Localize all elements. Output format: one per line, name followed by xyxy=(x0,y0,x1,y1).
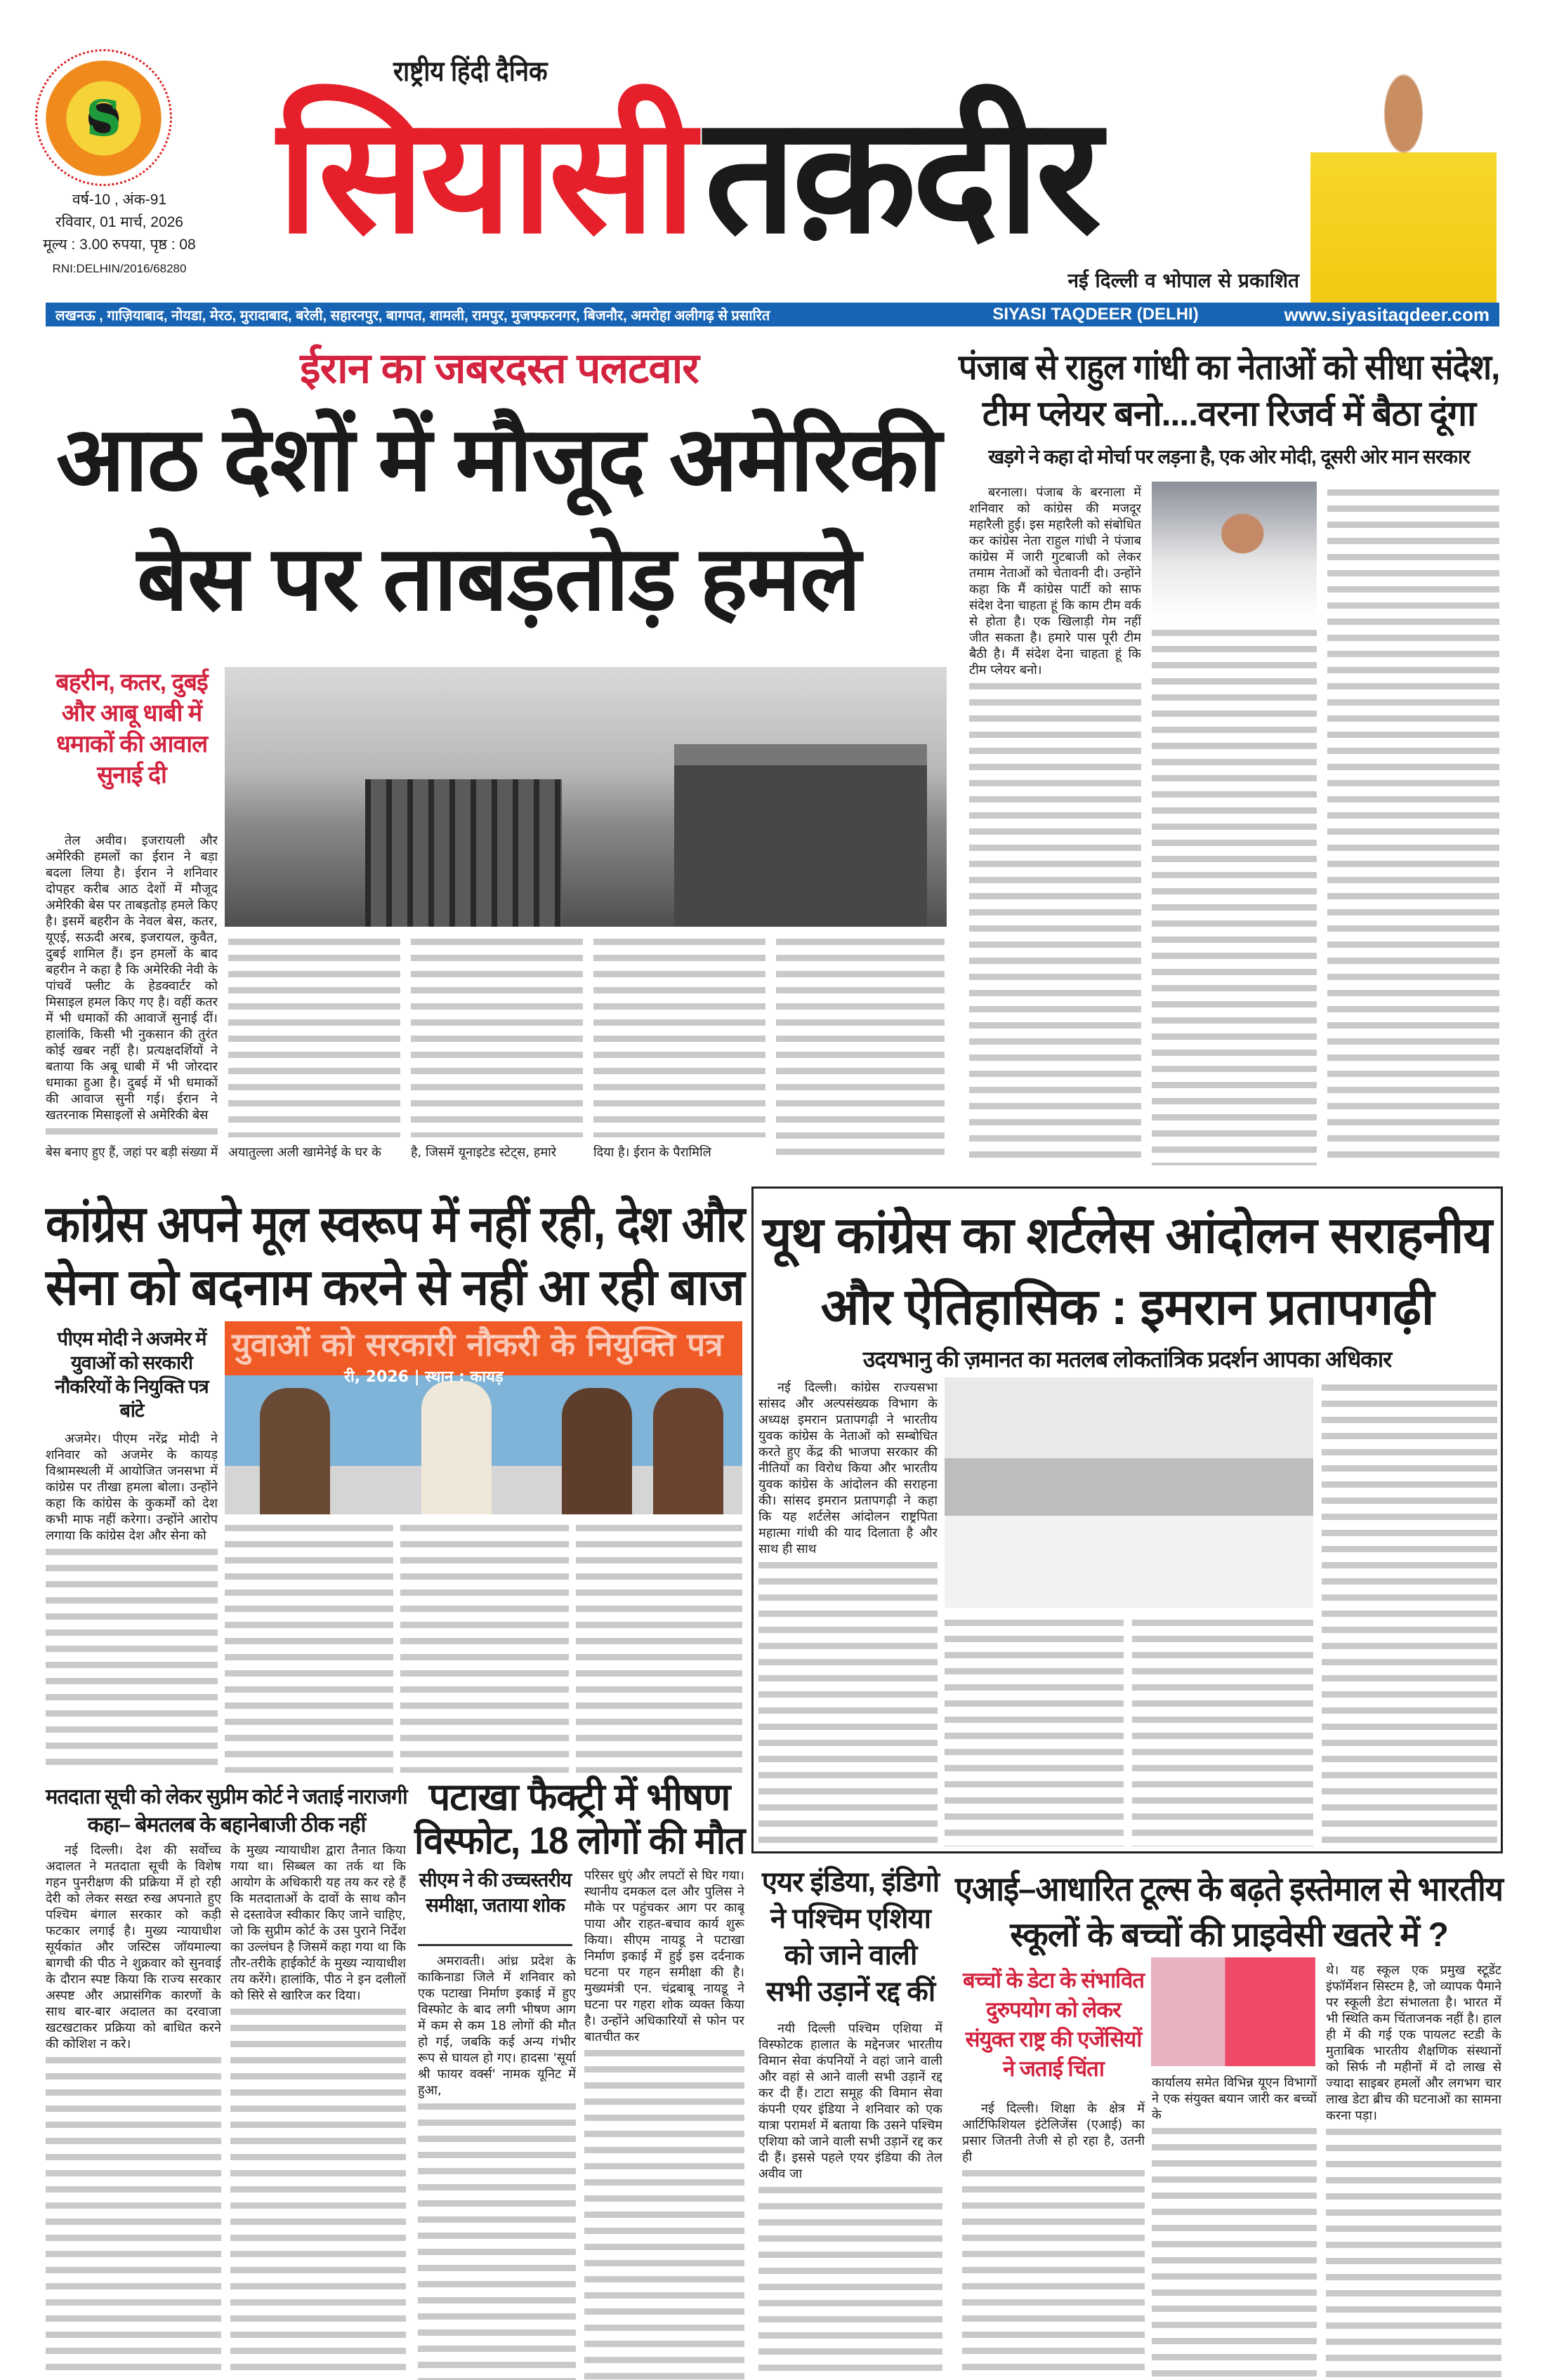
blast-subhead: सीएम ने की उच्चस्तरीय समीक्षा, जताया शोक xyxy=(419,1869,572,1916)
iran-headline-2-box xyxy=(49,520,948,639)
rni-number-box xyxy=(28,260,211,278)
blast-headline-2-box xyxy=(414,1820,744,1862)
ai-col2: कार्यालय समेत विभिन्न यूएन विभागों ने एक संयुक्त बयान जारी कर बच्चों के xyxy=(1152,2075,1317,2122)
airindia-lead: नयी दिल्ली पश्चिम एशिया में विस्फोटक हालात के मद्देनजर भारतीय विमान सेवा कंपनियों ने वहां जाने वाली और वहां से आने वाली सभी उड़ानें रद्द कर दी हैं। टाटा समूह की विमान सेवा कंपनी एयर इंडिया ने शनिवार को एक यात्रा परामर्श में बताया कि उसने पश्चिम एशिया को जाने वाली सभी उड़ानें रद्द कर दी हैं। इससे पहले एयर इंडिया की तेल अवीव जा xyxy=(758,2021,942,2181)
iran-column-tail-2 xyxy=(228,1144,400,1161)
iran-attack-photo xyxy=(225,667,947,927)
ai-col3: थे। यह स्कूल एक प्रमुख स्टूडेंट इंफॉर्मेशन सिस्टम है, जो व्यापक पैमाने पर स्कूली डेटा संभालता है। भारत में भी स्थिति कम चिंताजनक नहीं है। हाल ही में की गई एक पायलट स्टडी के मुताबिक भारतीय शैक्षणिक संस्थानों को सिर्फ नौ महीनों में दो लाख से ज्यादा साइबर हमलों और लगभग चार लाख डेटा ब्रीच की घटनाओं का सामना करना पड़ा। xyxy=(1326,1963,1501,2123)
youth-congress-meeting-photo xyxy=(945,1377,1313,1608)
iran-column-3 xyxy=(411,934,583,1137)
iran-subhead-box xyxy=(46,667,218,826)
ai-headline-2: स्कूलों के बच्चों की प्राइवेसी खतरे में ? xyxy=(1010,1917,1448,1954)
masthead-title-black: तक़दीर xyxy=(704,85,1098,265)
blast-headline-1-box xyxy=(414,1776,744,1818)
airindia-headline: एयर इंडिया, इंडिगो ने पश्चिम एशिया को जाने वाली सभी उड़ानें रद्द कीं xyxy=(761,1867,940,2007)
ai-subhead: बच्चों के डेटा के संभावित दुरुपयोग को लेकर संयुक्त राष्ट्र की एजेंसियों ने जताई चिंता xyxy=(962,1968,1145,2081)
stage-banner-date-box xyxy=(344,1368,569,1387)
published-from: नई दिल्ली व भोपाल से प्रकाशित xyxy=(1067,269,1299,292)
punjab-headline-1: पंजाब से राहुल गांधी का नेताओं को सीधा संदेश, xyxy=(959,348,1500,387)
ai-column-2 xyxy=(1152,2075,1317,2380)
youth-lead: नई दिल्ली। कांग्रेस राज्यसभा सांसद और अल्पसंख्यक विभाग के अध्यक्ष इमरान प्रतापगढ़ी ने भारतीय युवक कांग्रेस के नेताओं को सम्बोधित करते हुए केंद्र की भाजपा सरकार की नीतियों का विरोध किया और भारतीय युवक कांग्रेस के आंदोलन की सराहना की। सांसद इमरान प्रतापगढ़ी ने कहा कि यह शर्टलेस आंदोलन राष्ट्रपिता महात्मा गांधी की याद दिलाता है और साथ ही साथ xyxy=(758,1380,938,1556)
edition-name: SIYASI TAQDEER (DELHI) xyxy=(992,305,1199,324)
iran-headline-2: बेस पर ताबड़तोड़ हमले xyxy=(137,529,860,629)
iran-column-tail: अयातुल्ला अली खामेनेई के घर के xyxy=(228,1145,381,1160)
blast-lead: अमरावती। आंध्र प्रदेश के काकिनाडा जिले में शनिवार को एक पटाखा निर्माण इकाई में हुए विस्फोट के बाद लगी भीषण आग में कम से कम 18 लोगों की मौत हो गई, जबकि कई अन्य गंभीर रूप से घायल हो गए। हादसा 'सूर्या श्री फायर वर्क्स' नामक यूनिट में हुआ, xyxy=(418,1954,576,2098)
price-pages: मूल्य : 3.00 रुपया, पृष्ठ : 08 xyxy=(43,237,196,253)
published-from-box xyxy=(1018,268,1299,293)
youth-headline-1: यूथ कांग्रेस का शर्टलेस आंदोलन सराहनीय xyxy=(762,1208,1492,1264)
punjab-lead: बरनाला। पंजाब के बरनाला में शनिवार को कांग्रेस की मजदूर महारैली हुई। इस महारैली को संबोधित कर कांग्रेस नेता राहुल गांधी ने पंजाब कांग्रेस में जारी गुटबाजी को लेकर तमाम नेताओं को चेतावनी दी। उन्होंने कहा कि मैं कांग्रेस पार्टी को साफ संदेश देना चाहता हूं कि काम टीम वर्क से होता है। एक खिलाड़ी गेम नहीं जीत सकता है। हमारे पास पूरी टीम बैठी है। मैं संदेश देना चाहता हूं कि टीम प्लेयर बनो। xyxy=(969,485,1141,677)
masthead-title-black-box xyxy=(704,85,1294,265)
iran-lead: तेल अवीव। इजरायली और अमेरिकी हमलों का ईरान ने बड़ा बदला लिया है। ईरान ने शनिवार दोपहर करीब आठ देशों में मौजूद अमेरिकी बेस पर ताबड़तोड़ हमले किए है। इसमें बहरीन के नेवल बेस, कतर, यूएई, सऊदी अरब, इजरायल, कुवैत, दुबई शामिल हैं। इन हमलों के बाद बहरीन ने कहा है कि अमेरिकी नेवी के पांचवें फ्लीट के हेडक्वार्टर को मिसाइल हमल किए गए है। वहीं कतर में भी धमाकों की आवाजें सुनाई दीं। हालांकि, किसी भी नुकसान की तुरंत कोई खबर नहीं है। प्रत्यक्षदर्शियों ने बताया कि अबू धाबी में भी जोरदार धमाका हुआ है। दुबई में भी धमाकों की आवाज सुनी गई। ईरान ने खतरनाक मिसाइलों से अमेरिकी बेस xyxy=(46,833,218,1123)
iran-column-tail-3 xyxy=(411,1144,583,1161)
youth-column-3 xyxy=(1132,1615,1313,1846)
sc-col2: के मुख्य न्यायाधीश द्वारा तैनात किया गया था। सिब्बल का तर्क था कि आयोग के अधिकारी यह तय कर रहे हैं कि मतदाताओं के दावों के साथ कौन से दस्तावेज स्वीकार किए जाने चाहिए, जो कि सुप्रीम कोर्ट के उस पुराने निर्देश का उल्लंघन है जिसमें कहा गया था कि तौर-तरीके हाईकोर्ट के मुख्य न्यायाधीश तय करेंगे। हालांकि, पीठ ने इन दलीलों को सिरे से खारिज कर दिया। xyxy=(230,1843,406,2003)
airindia-lead-column xyxy=(758,2021,942,2380)
iran-column-tail-4 xyxy=(593,1144,765,1161)
sc-headline-1: मतदाता सूची को लेकर सुप्रीम कोर्ट ने जताई नाराजगी xyxy=(46,1785,407,1809)
congress-subhead: पीएम मोदी ने अजमेर में युवाओं को सरकारी नौकरियों के नियुक्ति पत्र बांटे xyxy=(55,1328,209,1421)
iran-column-tail-1 xyxy=(46,1144,218,1161)
congress-column-4 xyxy=(576,1520,742,1773)
logo-letter: S xyxy=(86,89,121,147)
person-figure xyxy=(653,1388,723,1514)
volume-issue-box xyxy=(28,191,211,209)
congress-column-2 xyxy=(225,1520,393,1773)
ai-lead: नई दिल्ली। शिक्षा के क्षेत्र में आर्टिफिशियल इंटेलिजेंस (एआई) का प्रसार जितनी तेजी से हो रहा है, उतनी ही xyxy=(962,2101,1145,2164)
iran-column-2 xyxy=(228,934,400,1137)
sc-lead: नई दिल्ली। देश की सर्वोच्च अदालत ने मतदाता सूची के विशेष गहन पुनरीक्षण की प्रक्रिया में हो रही देरी को लेकर सख्त रुख अपनाते हुए पश्चिम बंगाल सरकार को कड़ी फटकार लगाई है। मुख्य न्यायाधीश सूर्यकांत और जस्टिस जॉयमाल्या बागची की पीठ ने शुक्रवार को सुनवाई के दौरान स्पष्ट किया कि राज्य सरकार अस्पष्ट और अप्रासंगिक कारणों के साथ बार-बार अदालत का दरवाजा खटखटाकर प्रक्रिया को बाधित करने की कोशिश न करे। xyxy=(46,1843,221,2051)
stage-banner-box xyxy=(232,1325,735,1363)
punjab-column-3 xyxy=(1327,484,1499,1165)
stage-banner-date: री, 2026 | स्थान : कायड़ xyxy=(344,1368,504,1386)
iran-column-tail: बेस बनाए हुए हैं, जहां पर बड़ी संख्या में xyxy=(46,1145,218,1160)
youth-headline-2-box xyxy=(758,1272,1496,1342)
person-figure xyxy=(562,1388,632,1514)
edition-bar xyxy=(46,303,1499,326)
punjab-headline-1-box xyxy=(959,344,1499,390)
youth-headline-2: और ऐतिहासिक : इमरान प्रतापगढ़ी xyxy=(820,1279,1434,1335)
modi-rally-photo xyxy=(225,1321,742,1514)
ai-lead-column xyxy=(962,2101,1145,2380)
punjab-subhead: खड़गे ने कहा दो मोर्चा पर लड़ना है, एक ओर मोदी, दूसरी ओर मान सरकार xyxy=(988,446,1470,468)
rahul-gandhi-photo xyxy=(1152,482,1317,619)
iran-headline-1-box xyxy=(49,400,948,520)
blast-subhead-box xyxy=(418,1867,572,1946)
blast-column-2 xyxy=(584,1867,744,2380)
punjab-headline-2-box xyxy=(959,390,1499,437)
sc-headline-1-box xyxy=(46,1783,407,1811)
congress-headline-1-box xyxy=(46,1194,744,1255)
ai-headline-1-box xyxy=(955,1867,1503,1912)
tagline: राष्ट्रीय हिंदी दैनिक xyxy=(393,56,548,87)
ai-column-3 xyxy=(1326,1962,1501,2380)
ai-headline-1: एआई–आधारित टूल्स के बढ़ते इस्तेमाल से भारतीय xyxy=(955,1871,1504,1908)
iran-column-4 xyxy=(593,934,765,1137)
website-link[interactable]: www.siyasitaqdeer.com xyxy=(1284,303,1490,325)
blast-headline-1: पटाखा फैक्ट्री में भीषण xyxy=(428,1776,730,1818)
blast-lead-column xyxy=(418,1953,576,2380)
youth-column-4 xyxy=(1322,1380,1497,1846)
iran-column-5 xyxy=(776,934,945,1158)
masthead-title-red: सियासी xyxy=(277,85,692,265)
youth-lead-column xyxy=(758,1380,938,1846)
sc-column-2 xyxy=(230,1842,406,2380)
iran-column-tail: है, जिसमें यूनाइटेड स्टेट्स, हमारे xyxy=(411,1145,557,1160)
person-figure xyxy=(260,1388,330,1514)
iran-subhead: बहरीन, कतर, दुबई और आबू धाबी में धमाकों की आवाल सुनाई दी xyxy=(55,669,208,788)
congress-column-3 xyxy=(400,1520,569,1773)
iran-lead-column xyxy=(46,833,218,1137)
youth-subhead-box xyxy=(758,1345,1496,1373)
ai-subhead-box xyxy=(962,1966,1145,2094)
masthead-title-red-box xyxy=(277,85,692,265)
blast-col2: परिसर धुएं और लपटों से घिर गया। स्थानीय दमकल दल और पुलिस ने मौके पर पहुंचकर आग पर काबू पाया और राहत-बचाव कार्य शुरू किया। सीएम नायडू ने पटाखा निर्माण इकाई में हुई इस दर्दनाक घटना पर गहन समीक्षा की है। मुख्यमंत्री एन. चंद्रबाबू नायडू ने घटना पर गहरा शोक व्यक्त किया है। उन्होंने अधिकारियों से फोन पर बातचीत कर xyxy=(584,1868,744,2044)
volume-issue: वर्ष-10 , अंक-91 xyxy=(72,192,167,208)
edition-name-box xyxy=(962,305,1229,324)
editions-list: लखनऊ , गाज़ियाबाद, नोयडा, मेरठ, मुरादाबाद, बरेली, सहारनपुर, बागपत, शामली, रामपुर, मुजफ्फरनगर, बिजनौर, अमरोहा अलीगढ़ से प्रसारित xyxy=(55,308,770,324)
celebrity-photo xyxy=(1310,60,1497,303)
iran-kicker-box xyxy=(60,344,938,393)
sc-headline-2: कहा– बेमतलब के बहानेबाजी ठीक नहीं xyxy=(87,1813,366,1837)
congress-headline-1: कांग्रेस अपने मूल स्वरूप में नहीं रही, देश और xyxy=(46,1196,745,1252)
congress-headline-2: सेना को बदनाम करने से नहीं आ रही बाज xyxy=(46,1260,744,1316)
youth-headline-1-box xyxy=(758,1201,1496,1271)
punjab-lead-column xyxy=(969,484,1141,1165)
congress-lead-column xyxy=(46,1431,218,1773)
website-link-box[interactable] xyxy=(1258,304,1490,326)
stage-banner-text: युवाओं को सरकारी नौकरी के नियुक्ति पत्र xyxy=(232,1325,723,1363)
editions-list-box xyxy=(55,305,933,324)
punjab-headline-2: टीम प्लेयर बनो....वरना रिजर्व में बैठा दूंगा xyxy=(982,394,1476,433)
children-phones-photo xyxy=(1151,1957,1315,2066)
congress-subhead-box xyxy=(46,1327,218,1425)
sc-headline-2-box xyxy=(46,1811,407,1839)
youth-column-2 xyxy=(945,1615,1124,1846)
person-figure xyxy=(421,1381,492,1514)
congress-lead: अजमेर। पीएम नरेंद्र मोदी ने शनिवार को अजमेर के कायड़ विश्रामस्थली में आयोजित जनसभा में कांग्रेस पर तीखा हमला बोला। उन्होंने कहा कि कांग्रेस के कुकर्मों को देश कभी माफ नहीं करेगा। उन्होंने आरोप लगाया कि कांग्रेस देश और सेना को xyxy=(46,1432,218,1543)
sc-lead-column xyxy=(46,1842,221,2380)
youth-subhead: उदयभानु की ज़मानत का मतलब लोकतांत्रिक प्रदर्शन आपका अधिकार xyxy=(862,1347,1392,1372)
rni-number: RNI:DELHIN/2016/68280 xyxy=(52,262,187,275)
blast-headline-2: विस्फोट, 18 लोगों की मौत xyxy=(414,1820,745,1862)
congress-headline-2-box xyxy=(46,1257,744,1318)
newspaper-logo xyxy=(46,60,162,176)
ai-headline-2-box xyxy=(955,1913,1503,1958)
price-pages-box xyxy=(28,236,211,254)
tagline-box xyxy=(393,55,548,88)
airindia-headline-box xyxy=(758,1864,942,2011)
publication-date-box xyxy=(28,213,211,232)
punjab-subhead-box xyxy=(959,445,1499,469)
publication-date: रविवार, 01 मार्च, 2026 xyxy=(55,214,183,230)
iran-kicker: ईरान का जबरदस्त पलटवार xyxy=(300,345,699,392)
punjab-column-2 xyxy=(1152,625,1317,1165)
iran-headline-1: आठ देशों में मौजूद अमेरिकी xyxy=(55,409,942,510)
iran-column-tail: दिया है। ईरान के पैरामिलि xyxy=(593,1145,711,1160)
